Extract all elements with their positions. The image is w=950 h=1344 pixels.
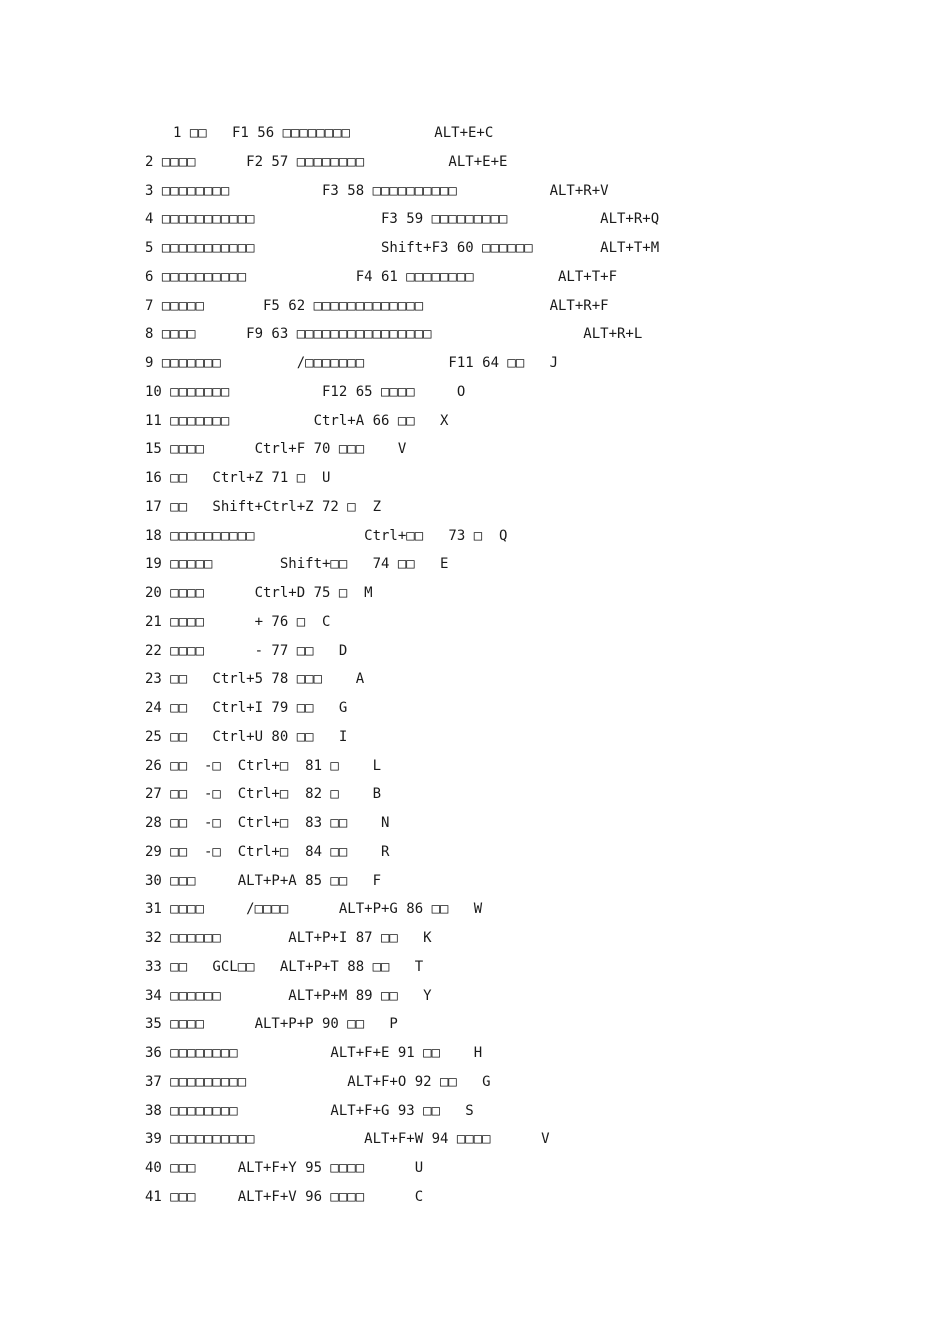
shortcut-line: 34 □□□□□□ ALT+P+M 89 □□ Y [145,987,432,1004]
shortcut-line: 23 □□ Ctrl+5 78 □□□ A [145,671,365,688]
shortcut-line: 27 □□ -□ Ctrl+□ 82 □ B [145,786,382,803]
shortcut-line: 17 □□ Shift+Ctrl+Z 72 □ Z [145,498,382,515]
shortcut-line: 6 □□□□□□□□□□ F4 61 □□□□□□□□ ALT+T+F [145,268,618,285]
shortcut-line: 3 □□□□□□□□ F3 58 □□□□□□□□□□ ALT+R+V [145,182,609,199]
shortcut-line: 26 □□ -□ Ctrl+□ 81 □ L [145,757,382,774]
shortcut-line: 18 □□□□□□□□□□ Ctrl+□□ 73 □ Q [145,527,508,544]
shortcut-line: 29 □□ -□ Ctrl+□ 84 □□ R [145,843,390,860]
shortcut-line: 35 □□□□ ALT+P+P 90 □□ P [145,1016,398,1033]
shortcut-line: 15 □□□□ Ctrl+F 70 □□□ V [145,441,407,458]
shortcut-line: 11 □□□□□□□ Ctrl+A 66 □□ X [145,412,449,429]
shortcut-line: 31 □□□□ /□□□□ ALT+P+G 86 □□ W [145,901,483,918]
shortcut-line: 8 □□□□ F9 63 □□□□□□□□□□□□□□□□ ALT+R+L [145,326,643,343]
shortcut-line: 5 □□□□□□□□□□□ Shift+F3 60 □□□□□□ ALT+T+M [145,240,660,256]
shortcut-line: 4 □□□□□□□□□□□ F3 59 □□□□□□□□□ ALT+R+Q [145,211,660,228]
shortcut-line: 21 □□□□ + 76 □ C [145,613,331,630]
shortcut-line: 37 □□□□□□□□□ ALT+F+O 92 □□ G [145,1073,491,1090]
shortcut-line: 1 □□ F1 56 □□□□□□□□ ALT+E+C [173,125,494,141]
shortcut-line: 16 □□ Ctrl+Z 71 □ U [145,470,331,486]
shortcut-line: 7 □□□□□ F5 62 □□□□□□□□□□□□□ ALT+R+F [145,297,609,314]
shortcut-line: 40 □□□ ALT+F+Y 95 □□□□ U [145,1160,424,1176]
shortcut-line: 25 □□ Ctrl+U 80 □□ I [145,728,348,745]
shortcut-line: 38 □□□□□□□□ ALT+F+G 93 □□ S [145,1102,474,1119]
shortcut-line: 30 □□□ ALT+P+A 85 □□ F [145,872,382,889]
shortcut-line: 2 □□□□ F2 57 □□□□□□□□ ALT+E+E [145,153,508,170]
shortcut-list [145,122,905,1215]
shortcut-line: 28 □□ -□ Ctrl+□ 83 □□ N [145,815,390,831]
shortcut-line: 24 □□ Ctrl+I 79 □□ G [145,700,348,716]
shortcut-line: 10 □□□□□□□ F12 65 □□□□ O [145,383,466,400]
shortcut-line: 20 □□□□ Ctrl+D 75 □ M [145,585,373,601]
shortcut-line: 32 □□□□□□ ALT+P+I 87 □□ K [145,930,432,946]
shortcut-line: 41 □□□ ALT+F+V 96 □□□□ C [145,1188,424,1205]
shortcut-line: 9 □□□□□□□ /□□□□□□□ F11 64 □□ J [145,355,559,371]
shortcut-line: 22 □□□□ - 77 □□ D [145,642,348,659]
shortcut-line: 19 □□□□□ Shift+□□ 74 □□ E [145,556,449,573]
shortcut-line: 39 □□□□□□□□□□ ALT+F+W 94 □□□□ V [145,1131,550,1148]
shortcut-line: 33 □□ GCL□□ ALT+P+T 88 □□ T [145,958,424,975]
shortcut-line: 36 □□□□□□□□ ALT+F+E 91 □□ H [145,1045,483,1061]
